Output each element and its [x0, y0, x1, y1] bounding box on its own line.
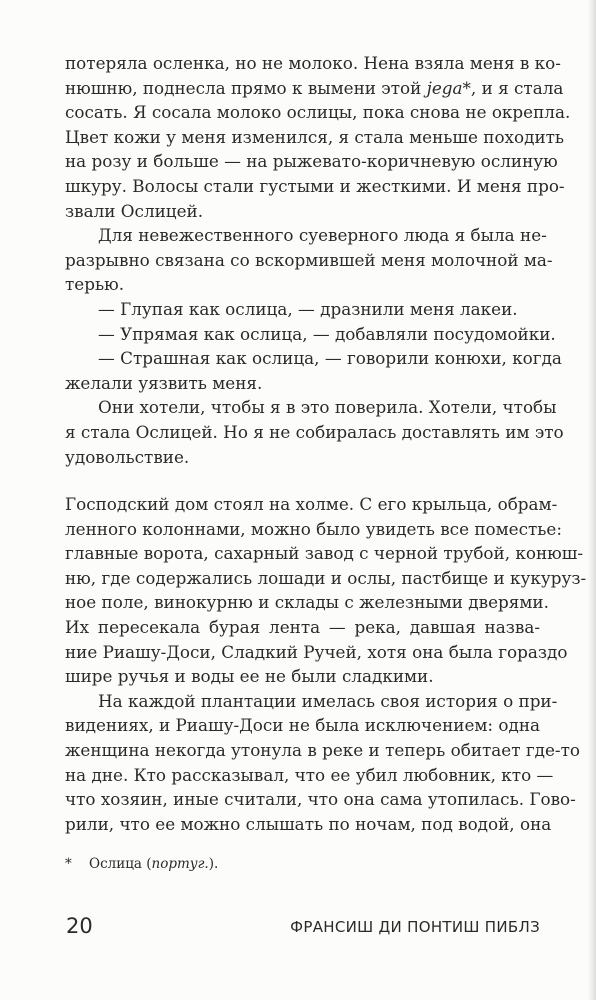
- text-line: Их пересекала бурая лента — река, давшая назва-: [65, 617, 540, 638]
- section-break: [65, 469, 540, 492]
- text-line: ное поле, винокурню и склады с железными дверями.: [65, 592, 549, 613]
- text-line: — Глупая как ослица, — дразнили меня лакеи.: [98, 298, 518, 319]
- text-line: видениях, и Риашу-Доси не была исключением: одна: [65, 715, 541, 736]
- footnote: [65, 855, 218, 873]
- text-line: Для невежественного суеверного люда я была не-: [98, 225, 547, 246]
- text-line: рили, что ее можно слышать по ночам, под водой, она: [65, 813, 552, 834]
- running-head: ФРАНСИШ ДИ ПОНТИШ ПИБЛЗ: [290, 918, 540, 936]
- text-line: Господский дом стоял на холме. С его крыльца, обрам-: [65, 494, 558, 515]
- text-line: — Упрямая как ослица, — добавляли посудомойки.: [98, 323, 556, 344]
- text-line: Цвет кожи у меня изменился, я стала меньше походить: [65, 126, 565, 147]
- text-line: звали Ослицей.: [65, 200, 204, 221]
- footnote-text: Ослица (португ.).: [89, 856, 219, 872]
- text-line: ние Риашу-Доси, Сладкий Ручей, хотя она была гораздо: [65, 641, 568, 662]
- text-line: — Страшная как ослица, — говорили конюхи, когда: [98, 348, 562, 369]
- text-line: на розу и больше — на рыжевато-коричневую ослиную: [65, 151, 558, 172]
- text-line: нюшню, поднесла прямо к вымени этой jega*, и я стала: [65, 77, 564, 98]
- body-text: [65, 51, 587, 836]
- foreign-word: jega: [426, 77, 463, 98]
- text-line: ню, где содержались лошади и ослы, пастбище и кукуруз-: [65, 567, 587, 588]
- text-line: что хозяин, иные считали, что она сама утопилась. Гово-: [65, 789, 576, 810]
- text-line: женщина некогда утонула в реке и теперь обитает где-то: [65, 740, 580, 761]
- text-line: потеряла осленка, но не молоко. Нена взяла меня в ко-: [65, 53, 561, 73]
- text-line: на дне. Кто рассказывал, что ее убил любовник, кто —: [65, 764, 554, 785]
- text-line: главные ворота, сахарный завод с черной трубой, конюш-: [65, 543, 584, 564]
- text-line: желали уязвить меня.: [65, 372, 263, 393]
- text-line: разрывно связана со вскормившей меня молочной ма-: [65, 249, 553, 270]
- text-line: ленного колоннами, можно было увидеть все поместье:: [65, 518, 563, 539]
- text-line: я стала Ослицей. Но я не собиралась доставлять им это: [65, 421, 564, 442]
- footnote-mark: *: [65, 856, 72, 872]
- text-line: На каждой плантации имелась своя история о при-: [98, 690, 558, 711]
- text-line: шире ручья и воды ее не были сладкими.: [65, 666, 434, 687]
- text-line: удовольствие.: [65, 446, 190, 467]
- text-line: терью.: [65, 274, 125, 295]
- text-line: шкуру. Волосы стали густыми и жесткими. И меня про-: [65, 175, 565, 196]
- text-line: Они хотели, чтобы я в это поверила. Хотели, чтобы: [98, 397, 557, 418]
- page-number: 20: [66, 914, 93, 938]
- page-edge-shadow: [588, 0, 596, 1000]
- text-line: сосать. Я сосала молоко ослицы, пока снова не окрепла.: [65, 102, 571, 123]
